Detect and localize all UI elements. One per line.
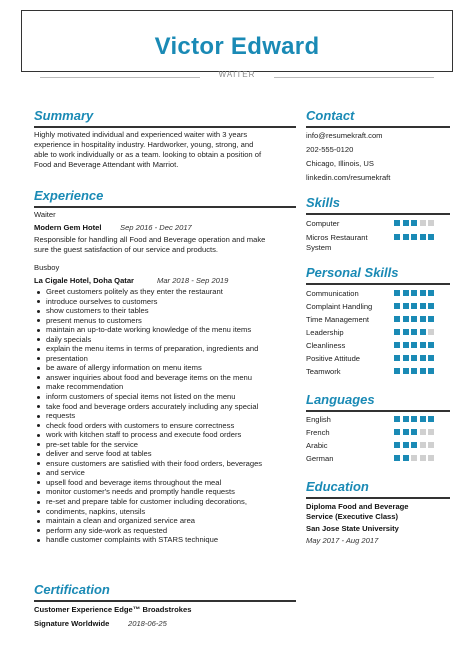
rating-dot-filled <box>403 220 409 226</box>
rating-dots <box>394 234 434 240</box>
rating-dot-filled <box>403 416 409 422</box>
rating-dot-filled <box>403 329 409 335</box>
rating-dot-empty <box>420 429 426 435</box>
rating-dot-filled <box>428 342 434 348</box>
candidate-name: Victor Edward <box>154 33 320 60</box>
rating-dot-filled <box>420 342 426 348</box>
list-item: and service <box>34 468 296 478</box>
personal-skills-rule <box>306 283 450 285</box>
busboy-duties-list <box>34 287 296 545</box>
rating-dots <box>394 303 434 309</box>
rating-dot-filled <box>420 303 426 309</box>
rating-dots <box>394 455 434 461</box>
rating-dot-filled <box>394 429 400 435</box>
rating-dot-filled <box>428 290 434 296</box>
list-item: explain the menu items in terms of preparation, ingredients and <box>34 344 296 354</box>
rating-dot-filled <box>411 220 417 226</box>
rating-dot-filled <box>428 368 434 374</box>
list-item: ensure customers are satisfied with their food orders, beverages <box>34 459 296 469</box>
job-company-modern-gem: Modern Gem Hotel <box>34 223 102 232</box>
list-item: deliver and serve food at tables <box>34 449 296 459</box>
list-item: work with kitchen staff to process and execute food orders <box>34 430 296 440</box>
rating-dots <box>394 342 434 348</box>
rating-dot-filled <box>411 316 417 322</box>
rating-dot-empty <box>428 220 434 226</box>
certification-date: 2018-06-25 <box>128 619 167 628</box>
list-item: presentation <box>34 354 296 364</box>
rating-dot-filled <box>394 342 400 348</box>
rating-dots <box>394 416 434 422</box>
certification-issuer: Signature Worldwide <box>34 619 110 628</box>
rating-dots <box>394 329 434 335</box>
summary-rule <box>34 126 296 128</box>
job-desc-waiter: Responsible for handling all Food and Beverage operation and make sure the guest satisfaction of our service and products. <box>34 235 266 254</box>
summary-text: Highly motivated individual and experienced waiter with 3 years experience in hospitality industry. Hardworker, young, strong, and able to work individually or as a team. looking to obtain a position of Food and Beverage Attendant with Marriot. <box>34 130 262 169</box>
rating-dot-filled <box>403 429 409 435</box>
contact-phone: 202-555-0120 <box>306 145 354 154</box>
list-item: maintain an up-to-date working knowledge of the menu items <box>34 325 296 335</box>
rating-dot-filled <box>428 234 434 240</box>
list-item: pre-set table for the service <box>34 440 296 450</box>
job-dates-waiter: Sep 2016 - Dec 2017 <box>120 223 192 232</box>
rating-dots <box>394 316 434 322</box>
list-item: re-set and prepare table for customer including decorations, <box>34 497 296 507</box>
summary-heading: Summary <box>34 108 94 123</box>
rating-dot-filled <box>411 303 417 309</box>
rating-dots <box>394 442 434 448</box>
list-item: handle customer complaints with STARS technique <box>34 535 296 545</box>
rating-dot-filled <box>428 303 434 309</box>
experience-rule <box>34 206 296 208</box>
rating-dot-filled <box>394 455 400 461</box>
rating-dot-empty <box>428 429 434 435</box>
rating-dot-filled <box>411 416 417 422</box>
rating-dot-filled <box>403 368 409 374</box>
rating-dot-filled <box>394 234 400 240</box>
list-item: be aware of allergy information on menu items <box>34 363 296 373</box>
rating-dot-empty <box>428 442 434 448</box>
job-role: WAITER <box>218 70 256 79</box>
list-item: introduce ourselves to customers <box>34 297 296 307</box>
rating-dot-filled <box>420 234 426 240</box>
rating-dot-filled <box>420 355 426 361</box>
rating-dot-filled <box>411 290 417 296</box>
list-item: Greet customers politely as they enter the restaurant <box>34 287 296 297</box>
languages-rule <box>306 410 450 412</box>
list-item: daily specials <box>34 335 296 345</box>
list-item: condiments, napkins, utensils <box>34 507 296 517</box>
rating-dot-filled <box>394 303 400 309</box>
list-item: show customers to their tables <box>34 306 296 316</box>
rating-dots <box>394 355 434 361</box>
education-heading: Education <box>306 479 369 494</box>
rating-dot-empty <box>420 442 426 448</box>
rating-dots <box>394 290 434 296</box>
rating-dot-filled <box>428 316 434 322</box>
certification-rule <box>34 600 296 602</box>
contact-heading: Contact <box>306 108 355 123</box>
rating-dot-filled <box>411 234 417 240</box>
rating-dot-filled <box>403 290 409 296</box>
rating-dot-filled <box>403 316 409 322</box>
education-school: San Jose State University <box>306 524 399 533</box>
rating-dot-filled <box>411 355 417 361</box>
rating-dot-filled <box>394 220 400 226</box>
personal-skills-heading: Personal Skills <box>306 265 399 280</box>
job-dates-busboy: Mar 2018 - Sep 2019 <box>157 276 229 285</box>
rating-dot-filled <box>420 290 426 296</box>
education-rule <box>306 497 450 499</box>
list-item: check food orders with customers to ensure correctness <box>34 421 296 431</box>
rating-dot-filled <box>411 429 417 435</box>
rating-dot-filled <box>394 442 400 448</box>
list-item: monitor customer's needs and promptly handle requests <box>34 487 296 497</box>
rating-dots <box>394 429 434 435</box>
list-item: upsell food and beverage items throughout the meal <box>34 478 296 488</box>
rating-dot-filled <box>403 234 409 240</box>
rating-dot-empty <box>428 329 434 335</box>
rating-dot-filled <box>394 316 400 322</box>
rating-dot-empty <box>428 455 434 461</box>
rating-dot-filled <box>394 290 400 296</box>
experience-heading: Experience <box>34 188 104 203</box>
rating-dot-filled <box>428 416 434 422</box>
rating-dot-filled <box>394 329 400 335</box>
rating-dot-filled <box>394 416 400 422</box>
rating-dot-filled <box>403 455 409 461</box>
rating-dot-filled <box>420 316 426 322</box>
rating-dots <box>394 220 434 226</box>
rating-dot-filled <box>403 355 409 361</box>
rating-dot-filled <box>420 368 426 374</box>
rating-dot-filled <box>420 329 426 335</box>
rating-dot-filled <box>411 442 417 448</box>
rating-dot-filled <box>420 416 426 422</box>
rating-dot-filled <box>403 442 409 448</box>
certification-name: Customer Experience Edge™ Broadstrokes <box>34 605 192 614</box>
job-role-busboy: Busboy <box>34 263 60 272</box>
skills-rule <box>306 213 450 215</box>
rating-dot-filled <box>403 303 409 309</box>
rating-dot-empty <box>420 220 426 226</box>
list-item: make recommendation <box>34 382 296 392</box>
list-item: present menus to customers <box>34 316 296 326</box>
rating-dot-filled <box>411 342 417 348</box>
contact-email[interactable]: info@resumekraft.com <box>306 131 383 140</box>
rating-dot-filled <box>411 368 417 374</box>
list-item: maintain a clean and organized service area <box>34 516 296 526</box>
list-item: perform any side-work as requested <box>34 526 296 536</box>
rating-dot-empty <box>411 455 417 461</box>
languages-heading: Languages <box>306 392 375 407</box>
contact-linkedin[interactable]: linkedin.com/resumekraft <box>306 173 391 182</box>
skill-row: Micros Restaurant System <box>306 233 456 253</box>
rating-dot-filled <box>403 342 409 348</box>
job-company-la-cigale: La Cigale Hotel, Doha Qatar <box>34 276 135 285</box>
rating-dots <box>394 368 434 374</box>
list-item: answer inquiries about food and beverage items on the menu <box>34 373 296 383</box>
job-role-waiter: Waiter <box>34 210 56 219</box>
list-item: requests <box>34 411 296 421</box>
contact-rule <box>306 126 450 128</box>
rating-dot-empty <box>420 455 426 461</box>
skill-row: Computer <box>306 219 456 231</box>
education-dates: May 2017 - Aug 2017 <box>306 536 379 545</box>
rating-dot-filled <box>411 329 417 335</box>
rating-dot-filled <box>394 368 400 374</box>
contact-location: Chicago, Illinois, US <box>306 159 374 168</box>
rating-dot-filled <box>428 355 434 361</box>
education-degree: Diploma Food and Beverage Service (Executive Class) <box>306 502 409 521</box>
rating-dot-filled <box>394 355 400 361</box>
certification-heading: Certification <box>34 582 110 597</box>
list-item: inform customers of special items not listed on the menu <box>34 392 296 402</box>
skills-heading: Skills <box>306 195 340 210</box>
list-item: take food and beverage orders accurately including any special <box>34 402 296 412</box>
